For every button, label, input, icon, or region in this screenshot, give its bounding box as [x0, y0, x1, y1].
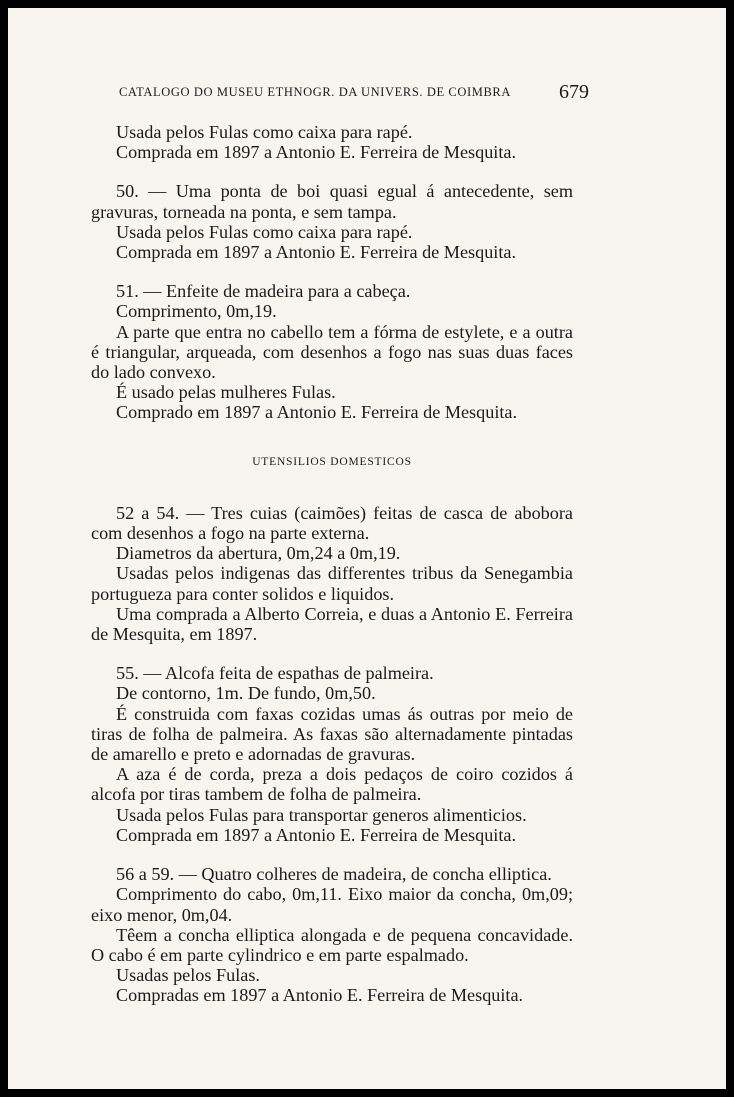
paragraph: Usada pelos Fulas como caixa para rapé.	[116, 221, 413, 242]
paragraph: Comprimento, 0m,19.	[116, 301, 277, 322]
paragraph: É usado pelas mulheres Fulas.	[116, 382, 336, 403]
catalog-entry-52-54: 52 a 54. — Tres cuias (caimões) feitas de casca de abobora com desenhos a fogo na parte externa.	[91, 502, 573, 544]
catalog-entry-55: 55. — Alcofa feita de espathas de palmeira.	[116, 663, 434, 684]
running-title: CATALOGO DO MUSEU ETHNOGR. DA UNIVERS. DE COIMBRA	[119, 85, 511, 99]
paragraph: Comprada em 1897 a Antonio E. Ferreira de Mesquita.	[116, 242, 517, 263]
paragraph: A parte que entra no cabello tem a fórma de estylete, e a outra é triangular, arqueada, com desenhos a fogo nas suas duas faces do lado convexo.	[91, 321, 573, 383]
paragraph: Usada pelos Fulas como caixa para rapé.	[116, 122, 413, 142]
paragraph: Compradas em 1897 a Antonio E. Ferreira de Mesquita.	[116, 985, 524, 1006]
paragraph: É construida com faxas cozidas umas ás outras por meio de tiras de folha de palmeira. As faxas são alternadamente pintadas de amarello e preto e adornadas de gravuras.	[91, 703, 573, 765]
running-header	[119, 81, 589, 103]
paragraph: De contorno, 1m. De fundo, 0m,50.	[116, 683, 376, 704]
paragraph: Comprimento do cabo, 0m,11. Eixo maior da concha, 0m,09; eixo menor, 0m,04.	[91, 884, 573, 925]
catalog-entry-51: 51. — Enfeite de madeira para a cabeça.	[116, 281, 411, 302]
paragraph: Comprada em 1897 a Antonio E. Ferreira de Mesquita.	[116, 824, 517, 845]
paragraph: A aza é de corda, preza a dois pedaços de coiro cozidos á alcofa por tiras tambem de folha de palmeira.	[91, 764, 573, 805]
page-number: 679	[559, 81, 589, 103]
document-page	[8, 8, 726, 1089]
paragraph: Uma comprada a Alberto Correia, e duas a Antonio E. Ferreira de Mesquita, em 1897.	[91, 603, 573, 645]
section-title: UTENSILIOS DOMESTICOS	[252, 455, 412, 468]
page-body	[91, 122, 573, 1006]
paragraph: Comprado em 1897 a Antonio E. Ferreira de Mesquita.	[116, 402, 518, 423]
paragraph: Têem a concha elliptica alongada e de pequena concavidade. O cabo é em parte cylindrico e em parte espalmado.	[91, 924, 573, 965]
paragraph: Usada pelos Fulas para transportar generos alimenticios.	[116, 804, 527, 825]
catalog-entry-50: 50. — Uma ponta de boi quasi egual á antecedente, sem gravuras, torneada na ponta, e sem tampa.	[91, 181, 573, 222]
paragraph: Usadas pelos Fulas.	[116, 965, 260, 986]
paragraph: Usadas pelos indigenas das differentes tribus da Senegambia portugueza para conter solidos e liquidos.	[91, 563, 573, 604]
paragraph: Diametros da abertura, 0m,24 a 0m,19.	[116, 543, 401, 564]
catalog-entry-56-59: 56 a 59. — Quatro colheres de madeira, de concha elliptica.	[116, 864, 552, 885]
paragraph: Comprada em 1897 a Antonio E. Ferreira de Mesquita.	[116, 142, 517, 163]
